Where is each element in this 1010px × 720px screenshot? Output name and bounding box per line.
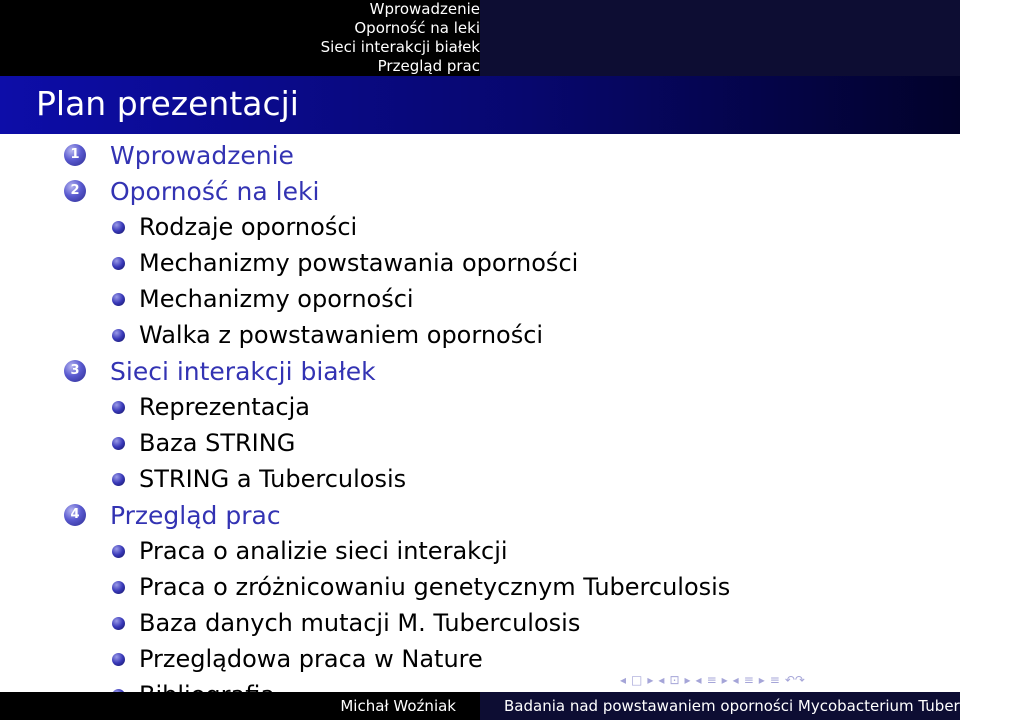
toc-subsection[interactable] — [112, 317, 543, 353]
footline-left — [0, 692, 480, 720]
bullet-icon — [112, 293, 125, 306]
top-navigation — [0, 0, 960, 76]
subsection-title: Baza STRING — [139, 429, 296, 457]
subsection-title: Rodzaje oporności — [139, 213, 358, 241]
nav-subsection-next-icon[interactable]: ▸ — [684, 673, 691, 687]
nav-link-wprowadzenie[interactable]: Wprowadzenie — [369, 0, 480, 18]
nav-doc-prev-icon[interactable]: ◂ — [732, 673, 739, 687]
toc-section-3[interactable] — [64, 353, 376, 389]
footline — [0, 692, 1010, 720]
subsection-title: Przeglądowa praca w Nature — [139, 645, 483, 673]
subsection-title: STRING a Tuberculosis — [139, 465, 407, 493]
nav-link-sieci[interactable]: Sieci interakcji białek — [320, 38, 480, 56]
section-title: Sieci interakcji białek — [110, 356, 376, 386]
navigation-symbols — [620, 670, 805, 690]
nav-appendix-icon[interactable]: ≡ — [769, 673, 780, 687]
subsection-title: Mechanizmy oporności — [139, 285, 414, 313]
section-title: Oporność na leki — [110, 176, 320, 206]
nav-subsection-prev-icon[interactable]: ◂ — [658, 673, 665, 687]
nav-doc-icon: ≡ — [743, 673, 754, 687]
toc-subsection[interactable] — [112, 533, 508, 569]
footer-talk-title: Badania nad powstawaniem oporności Mycobacterium Tuberculosis — [504, 697, 1010, 715]
nav-search-icon[interactable]: ↶↷ — [784, 673, 805, 687]
subsection-title: Praca o analizie sieci interakcji — [139, 537, 508, 565]
nav-link-przeglad[interactable]: Przegląd prac — [377, 57, 480, 75]
toc-subsection[interactable] — [112, 569, 730, 605]
bullet-icon — [112, 401, 125, 414]
section-nav-links — [300, 0, 480, 76]
bullet-icon — [112, 221, 125, 234]
nav-section-next-icon[interactable]: ▸ — [721, 673, 728, 687]
bullet-icon — [112, 653, 125, 666]
section-number-badge: 1 — [64, 144, 86, 166]
subsection-title: Mechanizmy powstawania oporności — [139, 249, 579, 277]
bullet-icon — [112, 545, 125, 558]
bullet-icon — [112, 617, 125, 630]
bullet-icon — [112, 473, 125, 486]
nav-doc-next-icon[interactable]: ▸ — [758, 673, 765, 687]
toc-subsection[interactable] — [112, 641, 483, 677]
bullet-icon — [112, 329, 125, 342]
nav-section-icon: ≡ — [706, 673, 717, 687]
top-navigation-right — [480, 0, 960, 76]
section-number-badge: 3 — [64, 360, 86, 382]
nav-subsection-icon: ⊡ — [669, 673, 680, 687]
toc-subsection[interactable] — [112, 461, 406, 497]
bullet-icon — [112, 257, 125, 270]
nav-section-prev-icon[interactable]: ◂ — [695, 673, 702, 687]
toc-subsection[interactable] — [112, 425, 295, 461]
toc-subsection[interactable] — [112, 389, 310, 425]
table-of-contents — [0, 134, 960, 688]
frame-title: Plan prezentacji — [36, 84, 299, 123]
toc-subsection[interactable] — [112, 281, 414, 317]
frame-title-bar — [0, 76, 960, 134]
top-navigation-left — [0, 0, 480, 76]
bullet-icon — [112, 581, 125, 594]
section-number-badge: 2 — [64, 180, 86, 202]
toc-subsection[interactable] — [112, 605, 580, 641]
section-title: Wprowadzenie — [110, 140, 294, 170]
toc-section-2[interactable] — [64, 173, 319, 209]
footline-right — [480, 692, 1010, 720]
toc-subsection[interactable] — [112, 245, 578, 281]
subsection-title: Baza danych mutacji M. Tuberculosis — [139, 609, 581, 637]
subsection-title: Praca o zróżnicowaniu genetycznym Tuberculosis — [139, 573, 731, 601]
toc-subsection[interactable] — [112, 209, 357, 245]
subsection-title: Reprezentacja — [139, 393, 310, 421]
bullet-icon — [112, 437, 125, 450]
subsection-title: Walka z powstawaniem oporności — [139, 321, 544, 349]
nav-frame-next-icon[interactable]: ▸ — [647, 673, 654, 687]
section-title: Przegląd prac — [110, 500, 281, 530]
nav-link-opornosc[interactable]: Oporność na leki — [354, 19, 480, 37]
nav-frame-prev-icon[interactable]: ◂ — [620, 673, 627, 687]
toc-section-1[interactable] — [64, 137, 294, 173]
section-number-badge: 4 — [64, 504, 86, 526]
footer-author: Michał Woźniak — [340, 697, 456, 715]
toc-section-4[interactable] — [64, 497, 281, 533]
nav-frame-icon: □ — [631, 673, 643, 687]
